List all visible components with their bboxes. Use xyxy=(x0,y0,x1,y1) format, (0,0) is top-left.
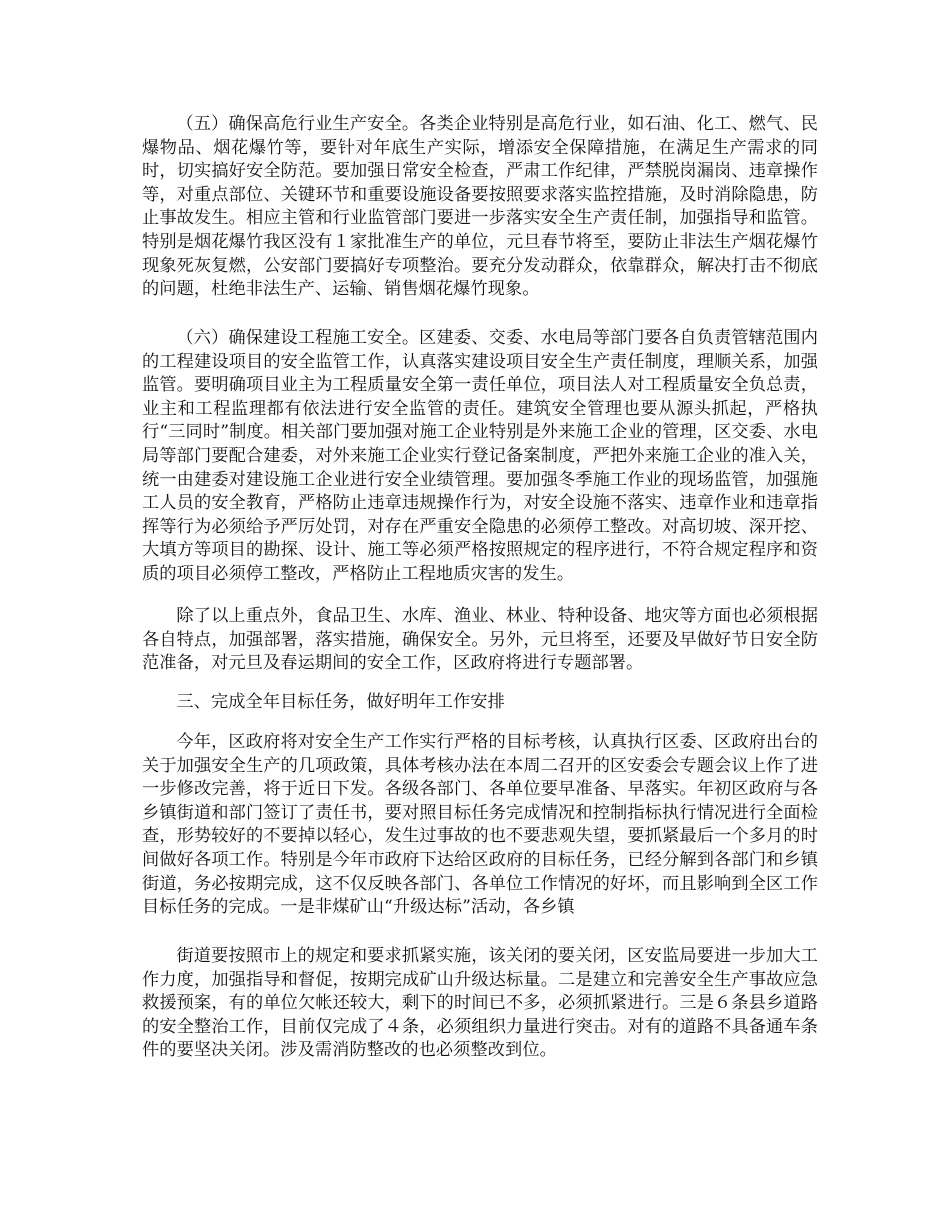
paragraph-target-assessment: 今年，区政府将对安全生产工作实行严格的目标考核，认真执行区委、区政府出台的关于加强安全生产的几项政策，具体考核办法在本周二召开的区安委会专题会议上作了进一步修改完善，将于近日下发。各级各部门、各单位要早准备、早落实。年初区政府与各乡镇街道和部门签订了责任书，要对照目标任务完成情况和控制指标执行情况进行全面检查，形势较好的不要掉以轻心，发生过事故的也不要悲观失望，要抓紧最后一个多月的时间做好各项工作。特别是今年市政府下达给区政府的目标任务，已经分解到各部门和乡镇街道，务必按期完成，这不仅反映各部门、各单位工作情况的好坏，而且影响到全区工作目标任务的完成。一是非煤矿山“升级达标”活动，各乡镇 xyxy=(142,732,818,918)
paragraph-high-risk-industry-safety: （五）确保高危行业生产安全。各类企业特别是高危行业，如石油、化工、燃气、民爆物品、烟花爆竹等，要针对年底生产实际，增添安全保障措施，在满足生产需求的同时，切实搞好安全防范。要加强日常安全检查，严肃工作纪律，严禁脱岗漏岗、违章操作等，对重点部位、关键环节和重要设施设备要按照要求落实监控措施，及时消除隐患，防止事故发生。相应主管和行业监管部门要进一步落实安全生产责任制，加强指导和监管。特别是烟花爆竹我区没有１家批准生产的单位，元旦春节将至，要防止非法生产烟花爆竹现象死灰复燃，公安部门要搞好专项整治。要充分发动群众，依靠群众，解决打击不彻底的问题，杜绝非法生产、运输、销售烟花爆竹现象。 xyxy=(142,114,818,300)
section-heading-annual-goals: 三、完成全年目标任务，做好明年工作安排 xyxy=(176,692,505,712)
paragraph-construction-safety: （六）确保建设工程施工安全。区建委、交委、水电局等部门要各自负责管辖范围内的工程建设项目的安全监管工作，认真落实建设项目安全生产责任制度，理顺关系，加强监管。要明确项目业主为工程质量安全第一责任单位，项目法人对工程质量安全负总责，业主和工程监理都有依法进行安全监管的责任。建筑安全管理也要从源头抓起，严格执行“三同时”制度。相关部门要加强对施工企业特别是外来施工企业的管理，区交委、水电局等部门要配合建委，对外来施工企业实行登记备案制度，严把外来施工企业的准入关，统一由建委对建设施工企业进行安全业绩管理。要加强冬季施工作业的现场监管，加强施工人员的安全教育，严格防止违章违规操作行为，对安全设施不落实、违章作业和违章指挥等行为必须给予严厉处罚，对存在严重安全隐患的必须停工整改。对高切坡、深开挖、大填方等项目的勘探、设计、施工等必须严格按照规定的程序进行，不符合规定程序和资质的项目必须停工整改，严格防止工程地质灾害的发生。 xyxy=(142,328,818,584)
paragraph-implementation-tasks: 街道要按照市上的规定和要求抓紧实施，该关闭的要关闭，区安监局要进一步加大工作力度，加强指导和督促，按期完成矿山升级达标量。二是建立和完善安全生产事故应急救援预案，有的单位欠帐还较大，剩下的时间已不多，必须抓紧进行。三是６条县乡道路的安全整治工作，目前仅完成了４条，必须组织力量进行突击。对有的道路不具备通车条件的要坚决关闭。涉及需消防整改的也必须整改到位。 xyxy=(142,946,818,1061)
paragraph-other-sectors: 除了以上重点外，食品卫生、水库、渔业、林业、特种设备、地灾等方面也必须根据各自特点，加强部署，落实措施，确保安全。另外，元旦将至，还要及早做好节日安全防范准备，对元旦及春运期间的安全工作，区政府将进行专题部署。 xyxy=(142,606,818,674)
